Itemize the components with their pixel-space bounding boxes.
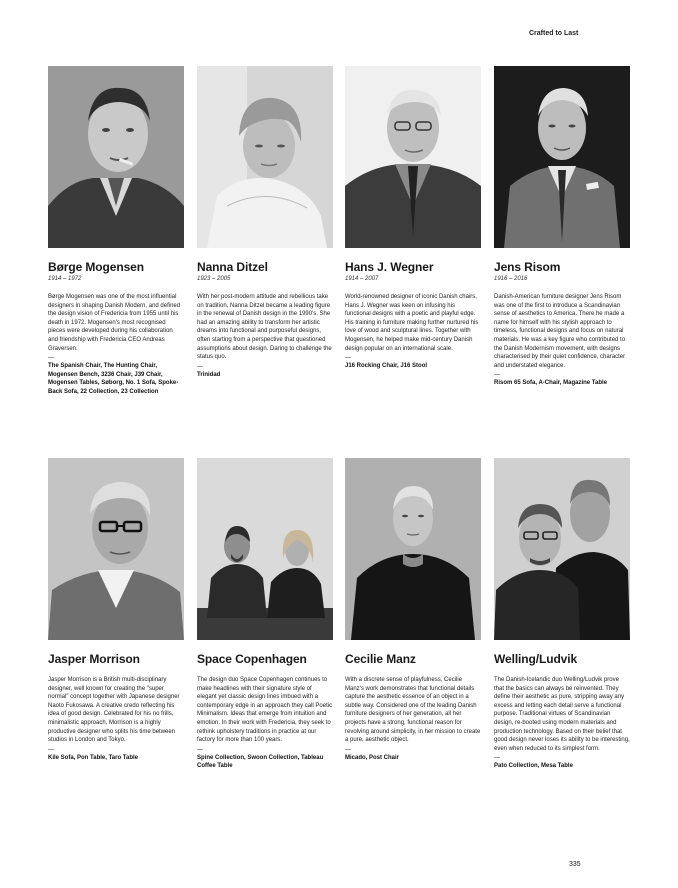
portrait-photo-icon: [494, 66, 630, 248]
separator-dash: —: [494, 755, 500, 762]
designer-name: Jasper Morrison: [48, 652, 140, 666]
designer-name: Space Copenhagen: [197, 652, 307, 666]
portrait-photo-icon: [48, 66, 184, 248]
designer-years: 1916 – 2016: [494, 276, 528, 282]
separator-dash: —: [345, 355, 351, 362]
designer-name: Cecilie Manz: [345, 652, 416, 666]
designer-name: Børge Mogensen: [48, 260, 144, 274]
portrait-photo-icon: [494, 458, 630, 640]
portrait-photo-icon: [345, 66, 481, 248]
designer-works: Spine Collection, Swoon Collection, Tableau Coffee Table: [197, 754, 324, 770]
designer-card-jens-risom: [494, 66, 630, 388]
separator-dash: —: [197, 746, 203, 753]
designer-card-borge-mogensen: [48, 66, 184, 397]
designer-works: Kile Sofa, Pon Table, Taro Table: [48, 754, 139, 761]
separator-dash: —: [345, 746, 351, 753]
designer-years: 1914 – 1972: [48, 276, 82, 282]
designer-card-space-copenhagen: [197, 458, 333, 771]
designer-card-nanna-ditzel: [197, 66, 333, 379]
separator-dash: —: [197, 363, 203, 370]
designer-years: 1914 – 2007: [345, 276, 379, 282]
separator-dash: —: [494, 372, 500, 379]
designer-works: Micado, Post Chair: [345, 754, 400, 761]
designer-bio: World-renowned designer of iconic Danish chairs, Hans J. Wegner was keen on infusing his functional designs with a poetic and playful edge. His training in furniture making further nurtured his love of wood and sculptural lines. Together with Mogensen, he helped make mid-century Danish design popular on an international scale.: [345, 294, 479, 352]
designer-bio: Jasper Morrison is a British multi-disciplinary designer, well known for creating the "super normal" concept together with Japanese designer Naoto Fukosawa. A creative credo reflecting his idea of good design. Celebrated for his no frills, minimalistic approach, Morrison is a highly productive designer who splits his time between studios in London and Tokyo.: [48, 677, 180, 744]
portrait-photo-icon: [197, 66, 333, 248]
designer-works: J16 Rocking Chair, J16 Stool: [345, 363, 428, 370]
designer-card-hans-wegner: [345, 66, 481, 371]
designer-bio: Danish-American furniture designer Jens Risom was one of the first to introduce a Scandinavian sense of aesthetics to America. There he made a name for himself with his stylish approach to timeless, functional designs and focus on natural materials. He was a key figure who contributed to the Danish Modernism movement, with designs characterised by their quiet confidence, character and understated elegance.: [494, 294, 626, 369]
designer-works: Risom 65 Sofa, A-Chair, Magazine Table: [494, 380, 608, 387]
designer-works: Pato Collection, Mesa Table: [494, 763, 573, 770]
designer-works: The Spanish Chair, The Hunting Chair, Mogensen Bench, 3236 Chair, J39 Chair, Mogensen Tables, Søborg, No. 1 Sofa, Spoke-Back Sofa, 22 Collection, 23 Collection: [48, 363, 179, 395]
designer-name: Nanna Ditzel: [197, 260, 268, 274]
designer-bio: The Danish-Icelandic duo Welling/Ludvik prove that the basics can always be reinvented. They define their aesthetic as pure, stripping away any excess and letting each detail serve a functional purpose. Traditional virtues of Scandinavian design, re-booted using modern materials and production technology. Based on their belief that good design never loses its ability to be interesting, even when reduced to its simplest form.: [494, 677, 630, 752]
designer-name: Jens Risom: [494, 260, 561, 274]
designer-works: Trinidad: [197, 371, 221, 378]
designer-bio: The design duo Space Copenhagen continues to make headlines with their signature style of elegant yet classic design lines imbued with a contemporary edge in an approach they call Poetic Minimalism. Ideas that emerge from intuition and emotion. In their work with Fredericia, they seek to rethink upholstery traditions in practice at our factory for more than 100 years.: [197, 677, 333, 744]
designer-bio: With her post-modern attitude and rebellious take on tradition, Nanna Ditzel became a leading figure in the renewal of Danish design in the 1990's. She had an amazing ability to transform her artistic dreams into functional and purposeful designs, often starting from a perspective that questioned assumptions about design. Daring to challenge the status quo.: [197, 294, 332, 361]
portrait-photo-icon: [345, 458, 481, 640]
page-number: 335: [569, 861, 581, 868]
portrait-photo-icon: [197, 458, 333, 640]
separator-dash: —: [48, 746, 54, 753]
separator-dash: —: [48, 355, 54, 362]
portrait-photo-icon: [48, 458, 184, 640]
designer-bio: Børge Mogensen was one of the most influential designers in shaping Danish Modern, and defined the design vision of Fredericia from 1955 until his death in 1972. Mogensen's most recognised pieces were developed during his collaboration and friendship with Fredericia CEO Andreas Graversen.: [48, 294, 181, 352]
section-title: Crafted to Last: [529, 30, 579, 37]
designer-row-1: [48, 66, 630, 436]
designer-row-2: [48, 458, 630, 828]
designer-card-jasper-morrison: [48, 458, 184, 762]
designer-years: 1923 – 2005: [197, 276, 231, 282]
designer-card-cecilie-manz: [345, 458, 481, 762]
designer-bio: With a discrete sense of playfulness, Cecilie Manz's work demonstrates that functional details capture the aesthetic essence of an object in a subtle way. Considered one of the leading Danish furniture designers of her generation, all her projects have a strong, functional reason for revolving around simplicity, in her mission to create a pure, aesthetic object.: [345, 677, 481, 744]
designer-card-welling-ludvik: [494, 458, 630, 771]
designer-name: Welling/Ludvik: [494, 652, 578, 666]
designer-name: Hans J. Wegner: [345, 260, 434, 274]
